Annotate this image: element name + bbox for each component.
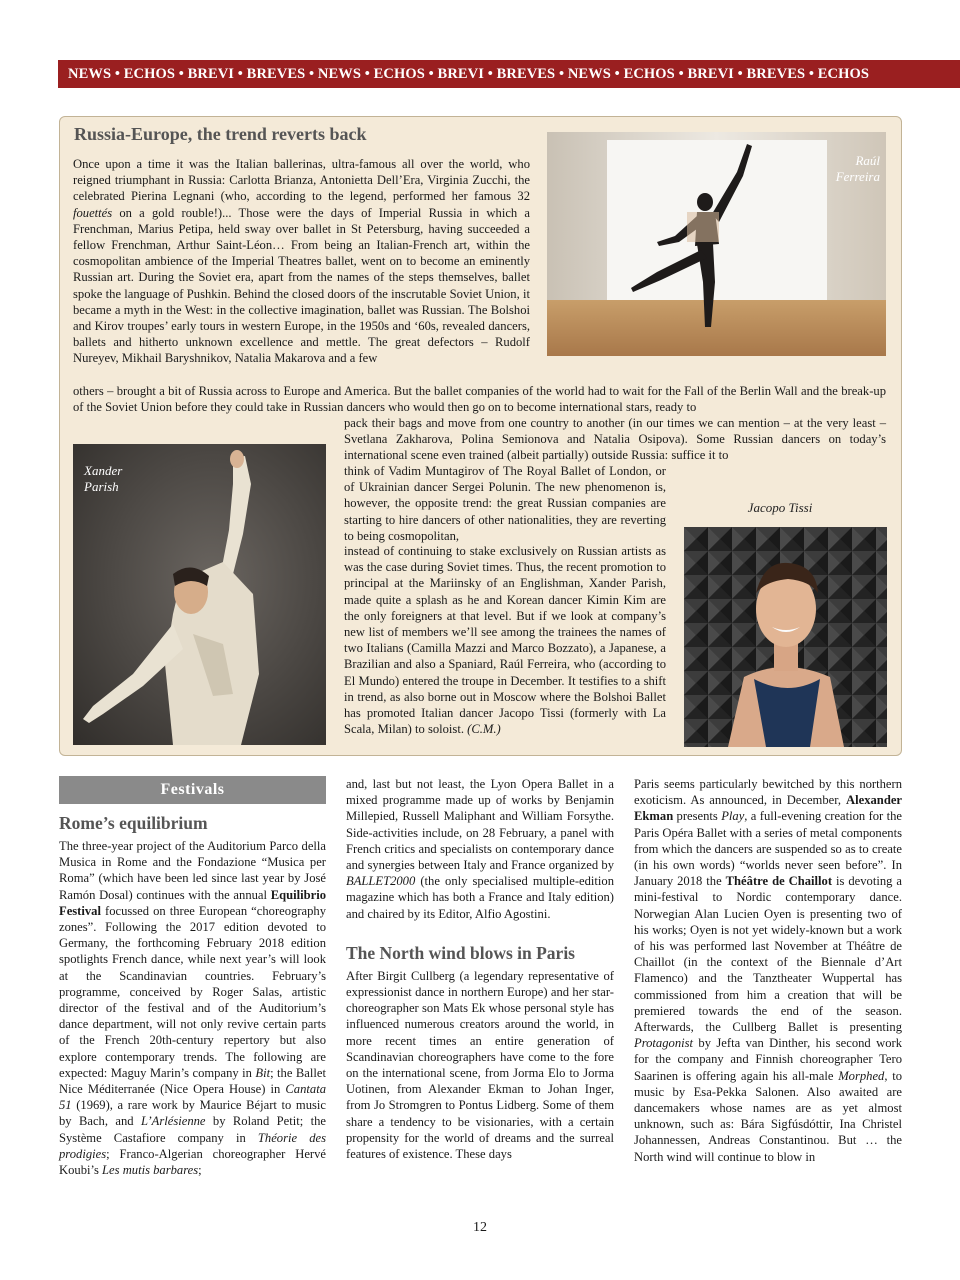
author-signature: (C.M.) xyxy=(467,722,501,737)
article-text: instead of continuing to stake exclusively on Russian artists as was the case during Soviet times. Thus, the recent promotion to principal at the Mariinsky of an Englishman, Xander Parish, made quite a splash as he and Korean dancer Kimin Kim are the only foreigners at that level. But if we look at company’s new list of members we’ll see among the trainees the names of two Italians (Camilla Mazzi and Marco Bozzato), a Japanese, a Brazilian and also a Spaniard, Raúl Ferreira, who (according to El Mundo) entered the troupe in December. It testifies to a shift in trend, as also borne out in Moscow where the Bolshoi Ballet has promoted Italian dancer Jacopo Tissi (formerly with La Scala, Milan) to soloist. xyxy=(344,544,666,737)
north-wind-article-continued xyxy=(634,776,902,1165)
article-text: , to music by Esa-Pekka Salonen. Also awaited are dancemakers whose names are as yet almost unknown, such as: Bára Sigfúsdóttir, Ina Christel Johannessen, Andreas Constantinou. But … the North wind will continue to blow in xyxy=(634,1068,902,1164)
feature-title: Russia-Europe, the trend reverts back xyxy=(74,124,367,144)
column-1 xyxy=(59,812,326,1178)
article-text: ; xyxy=(198,1163,202,1178)
article-emphasis: fouettés xyxy=(73,205,113,220)
article-para-4: think of Vadim Muntagirov of The Royal Ballet of London, or of Ukrainian dancer Sergei Polunin. The new phenomenon is, however, the opposite trend: the great Russian companies are starting to hire dancers of other nationalities, they are reverting to being cosmopolitan, xyxy=(344,464,666,543)
article-para-5 xyxy=(344,543,666,737)
article-bold: Equilibrio Festival xyxy=(59,887,326,918)
article-text: , a full-evening creation for the Paris Opéra Ballet with a series of metal components from which the dancers are suspended so as to create (in his own words) “worlds never seen before”. In January 2018 the xyxy=(634,809,902,889)
article-emphasis: Cantata 51 xyxy=(59,1082,326,1113)
article-text: by Roland Petit; the Système Castafiore company in xyxy=(59,1114,326,1145)
article-emphasis: Bit xyxy=(255,1065,271,1080)
article-text: (1969), a rare work by Maurice Béjart to music by Bach, and xyxy=(59,1098,326,1129)
article-text: on a gold rouble!)... Those were the days of Imperial Russia in which a Frenchman, Marius Petipa, held sway over ballet in St Petersburg, having succeeded a fellow Frenchman, Arthur Saint-Léon… From being an Italian-French art, within the cosmopolitan ambience of the Imperial Theatres ballet, went on to become an eminently Russian art. During the Soviet era, apart from the names of the steps themselves, ballet spoke the language of Pushkin. Behind the closed doors of the inscrutable Soviet Union, it became a myth in the West: in the collective imagination, ballet was Russian. The Bolshoi and Kirov troupes’ early tours in western Europe, in the 1950s and ‘60s, revealed dancers, ballets and hitherto unknown excellence and mettle. The great defectors – Rudolf Nureyev, Mikhail Baryshnikov, Natalia Makarova and a few xyxy=(73,205,530,366)
article-emphasis: Théorie des prodigies xyxy=(59,1130,326,1161)
north-wind-article: After Birgit Cullberg (a legendary representative of expressionist dance in northern Europe) and her star-choreographer son Mats Ek whose personal style has influenced numerous creators around the world, in more recent times an entire generation of Scandinavian choreographers have come to the fore on the international scene, from Jorma Elo to Jorma Uotinen, from Alexander Ekman to Johan Inger, from Jo Stromgren to Pontus Lidberg. Some of them share a tendency to be visionaries, with a certain propensity for the world of dreams and the surreal features of existence. These days xyxy=(346,968,614,1162)
article-emphasis: Les mutis barbares xyxy=(102,1163,199,1178)
article-emphasis: Protagonist xyxy=(634,1036,694,1051)
rome-article-continued xyxy=(346,776,614,922)
festivals-section-label: Festivals xyxy=(59,776,326,804)
article-emphasis: Play xyxy=(721,809,745,824)
article-text: (the only specialised multiple-edition magazine which has both a France and Italy edition) and chaired by its Editor, Alfio Agostini. xyxy=(346,874,614,921)
photo-jacopo-tissi xyxy=(684,527,887,747)
column-3 xyxy=(634,776,902,1165)
column-2 xyxy=(346,776,614,1162)
caption-raul-ferreira: Raúl Ferreira xyxy=(835,153,880,184)
article-text: presents xyxy=(673,809,722,824)
article-text: Paris seems particularly bewitched by this northern exoticism. As announced, in December, xyxy=(634,777,902,808)
article-text: is devoting a mini-festival to Nordic contemporary dance. Norwegian Alan Lucien Oyen is presenting two of his works; Oyen is not yet widely-known but a work of his was performed last November at Théâtre de Chaillot (in the context of the Biennale d’Art Flamenco) and the Tanztheater Wuppertal has commissioned from him a creation that will be premiered towards the end of the season. Afterwards, the Cullberg Ballet is presenting xyxy=(634,874,902,1035)
article-bold: Alexander Ekman xyxy=(634,793,902,824)
rome-article xyxy=(59,838,326,1178)
article-emphasis: L’Arlésienne xyxy=(140,1114,206,1129)
rome-title: Rome’s equilibrium xyxy=(59,813,208,833)
article-text: by Jefta van Dinther, his second work for the company and Finnish choreographer Tero Saarinen is offering again his all-male xyxy=(634,1036,902,1083)
article-text: focussed on three European “choreography zones”. Following the 2017 edition devoted to Germany, the forthcoming February 2018 edition spotlights French dance, while next year’s will look at the Scandinavian countries. February’s programme, conceived by Roger Salas, artistic director of the festival and of the Auditorium’s dance department, will not only revive certain parts of the French 20th-century repertory but also explore contemporary trends. The following are expected: Maguy Marin’s company in xyxy=(59,903,326,1080)
caption-jacopo-tissi: Jacopo Tissi xyxy=(747,500,813,515)
page-number: 12 xyxy=(473,1220,487,1235)
article-text: ; Franco-Algerian choreographer Hervé Koubi’s xyxy=(59,1146,326,1178)
article-bold: Théâtre de Chaillot xyxy=(725,874,833,889)
article-emphasis: BALLET2000 xyxy=(346,874,416,889)
article-emphasis: Morphed xyxy=(838,1068,885,1083)
article-text: and, last but not least, the Lyon Opera Ballet in a mixed programme made up of works by Benjamin Millepied, Russell Maliphant and William Forsythe. Side-activities include, on 28 February, a panel with French critics and specialists on contemporary dance and synergies between Italy and France organized by xyxy=(346,777,614,873)
caption-xander-parish: Xander Parish xyxy=(84,463,123,494)
article-para-2: others – brought a bit of Russia across to Europe and America. But the ballet companies of the world had to wait for the Fall of the Berlin Wall and the break-up of the Soviet Union before they could take in Russian dancers who would then go on to become international stars, ready to xyxy=(73,384,886,415)
article-para-1 xyxy=(73,156,530,367)
article-text: Once upon a time it was the Italian ballerinas, ultra-famous all over the world, who reigned triumphant in Russia: Carlotta Brianza, Antonietta Dell’Era, Virginia Zucchi, the celebrated Pierina Legnani (who, according to the legend, performed her famous 32 xyxy=(73,157,530,204)
article-para-3: pack their bags and move from one country to another (in our times we can mention – at the very least – Svetlana Zakharova, Polina Semionova and Natalia Osipova). Some Russian dancers on today’s international scene even trained (albeit partially) outside Russia: suffice it to xyxy=(344,416,886,463)
news-banner: NEWS • ECHOS • BREVI • BREVES • NEWS • ECHOS • BREVI • BREVES • NEWS • ECHOS • BREVI • BREVES • ECHOS xyxy=(58,60,960,88)
article-text: The three-year project of the Auditorium Parco della Musica in Rome and the Fondazione “Musica per Roma” (which have been led since last year by José Ramón Dosal) continues with the annual xyxy=(59,839,326,902)
article-text: ; the Ballet Nice Méditerranée (Nice Opera House) in xyxy=(59,1065,326,1097)
north-wind-title: The North wind blows in Paris xyxy=(346,942,575,963)
